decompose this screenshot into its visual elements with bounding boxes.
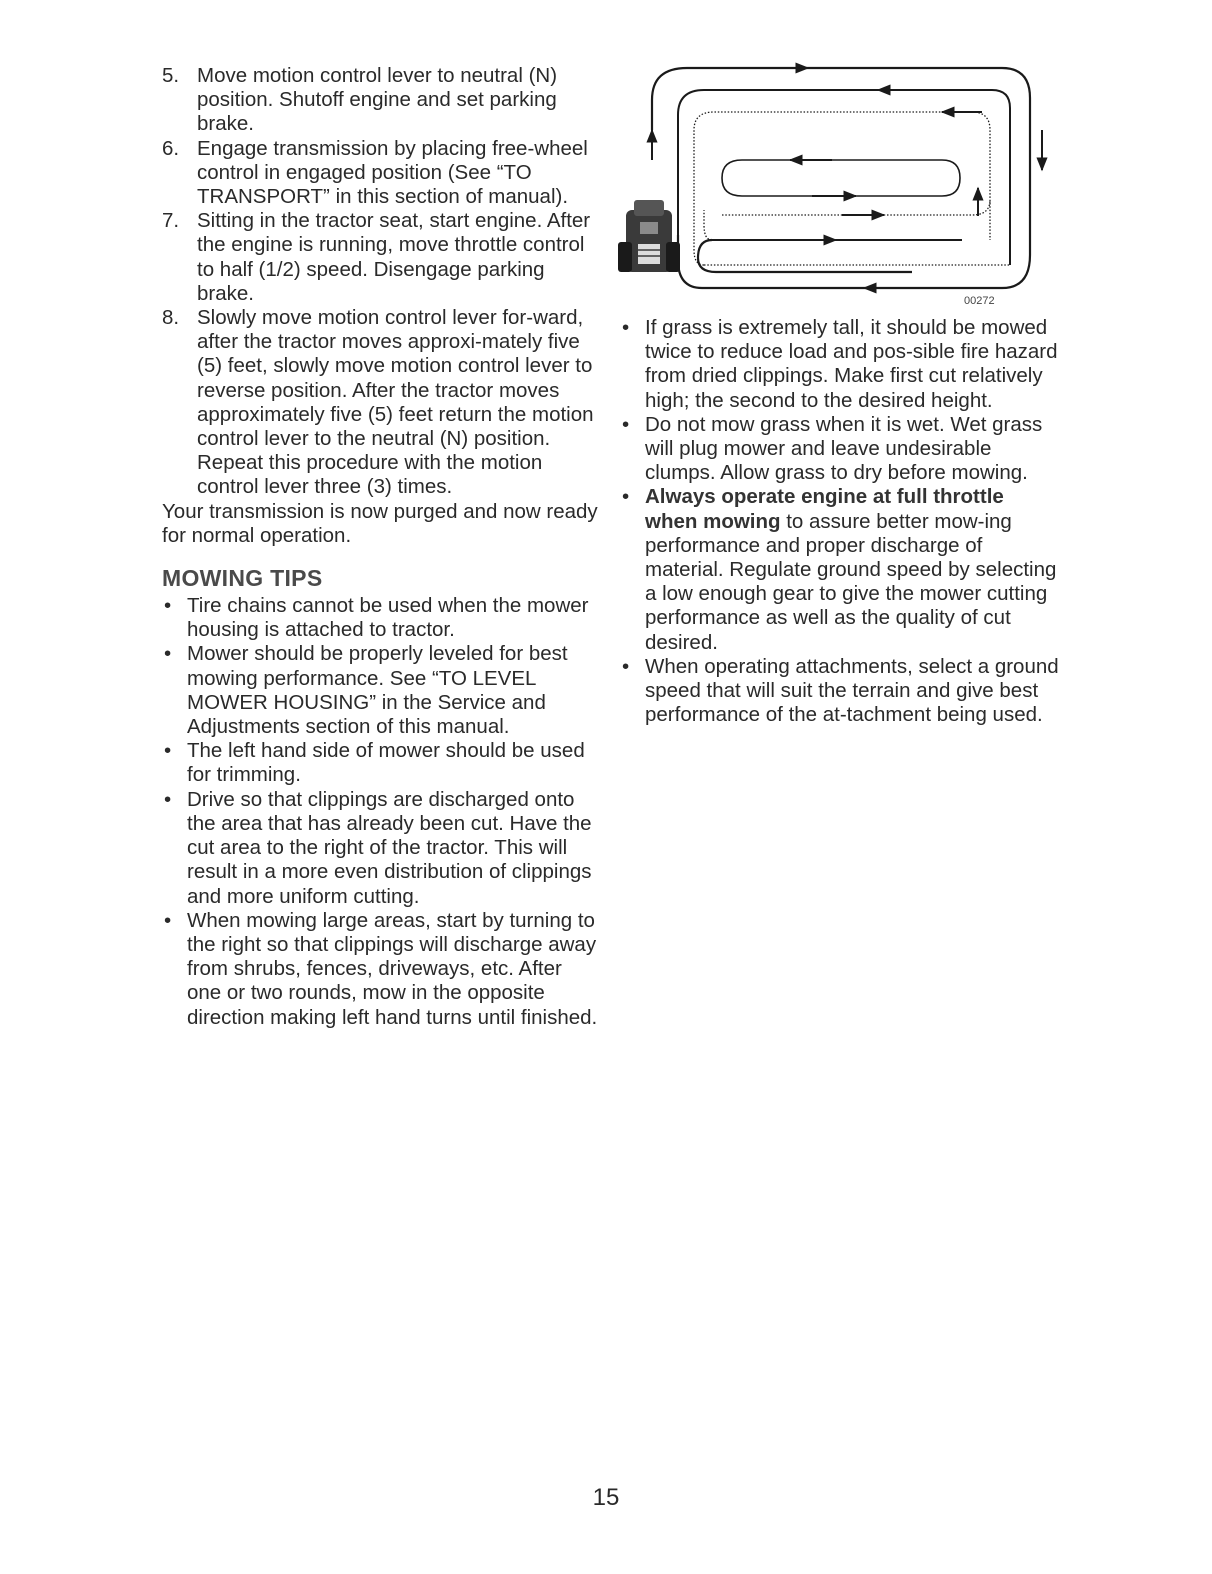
bullet-icon: •: [622, 485, 630, 509]
tip-item: [162, 642, 600, 739]
section-heading: MOWING TIPS: [162, 565, 323, 592]
figure-code: 00272: [964, 295, 995, 307]
tip-item: [620, 655, 1060, 728]
tip-text: Drive so that clippings are discharged onto the area that has already been cut. Have the cut area to the right of the tractor. This will result in a more even distribution of clippings and more uniform cutting.: [187, 787, 592, 908]
bullet-icon: •: [164, 787, 172, 811]
step-text: Slowly move motion control lever for-ward, after the tractor moves approxi-mately five (5) feet, slowly move motion control lever to reverse position. After the tractor moves approximately five (5) feet return the motion control lever to the neutral (N) position. Repeat this procedure with the motion control lever three (3) times.: [197, 306, 594, 499]
mowing-pattern-path: [652, 68, 1030, 288]
tip-bold-lead: Always operate engine at full throttle when mowing: [645, 485, 1004, 533]
step-number: 6.: [162, 136, 180, 160]
tip-text: Tire chains cannot be used when the mower housing is attached to tractor.: [187, 594, 589, 642]
direction-arrow-icon: [652, 68, 1042, 288]
bullet-icon: •: [164, 594, 172, 618]
tip-item: [620, 316, 1060, 413]
step-number: 7.: [162, 209, 180, 233]
bullet-icon: •: [164, 908, 172, 932]
right-column: [620, 316, 1060, 727]
tip-item: [162, 594, 600, 642]
tip-text: [645, 485, 1060, 654]
tip-text: The left hand side of mower should be used for trimming.: [187, 739, 585, 787]
tip-text: When operating attachments, select a ground speed that will suit the terrain and give best performance of the at-tachment being used.: [645, 654, 1059, 727]
step-number: 8.: [162, 306, 180, 330]
bullet-icon: •: [164, 739, 172, 763]
bullet-icon: •: [622, 654, 630, 678]
purge-steps-list: [162, 64, 600, 500]
purge-note: Your transmission is now purged and now ready for normal operation.: [162, 499, 598, 547]
lawn-tractor-icon: [618, 200, 680, 272]
page-number: 15: [592, 1484, 620, 1511]
step-item: [162, 137, 600, 210]
step-item: [162, 209, 600, 306]
bullet-icon: •: [622, 412, 630, 436]
tip-text: When mowing large areas, start by turning to the right so that clippings will discharge away from shrubs, fences, driveways, etc. After one or two rounds, mow in the opposite direction making left hand turns until finished.: [187, 908, 598, 1029]
step-item: [162, 306, 600, 500]
tip-text: Mower should be properly leveled for best mowing performance. See “TO LEVEL MOWER HOUSING” in the Service and Adjustments section of this manual.: [187, 642, 568, 739]
tip-text-rest: to assure better mow-ing performance and proper discharge of material. Regulate ground speed by selecting a low enough gear to give the mower cutting performance as well as the quality of cut desired.: [645, 509, 1057, 654]
step-item: [162, 64, 600, 137]
mowing-tips-list-left: [162, 594, 600, 1030]
tip-item: [620, 413, 1060, 486]
bullet-icon: •: [164, 642, 172, 666]
mowing-pattern-figure: [612, 60, 1052, 310]
step-text: Sitting in the tractor seat, start engine. After the engine is running, move throttle control to half (1/2) speed. Disengage parking brake.: [197, 209, 591, 305]
tip-item: [620, 485, 1060, 654]
mowing-tips-list-right: [620, 316, 1060, 727]
tip-text: If grass is extremely tall, it should be mowed twice to reduce load and pos-sible fire hazard from dried clippings. Make first cut relatively high; the second to the desired height.: [645, 316, 1058, 412]
tip-item: [162, 739, 600, 787]
step-number: 5.: [162, 64, 180, 87]
step-text: Move motion control lever to neutral (N) position. Shutoff engine and set parking brake.: [197, 64, 558, 136]
step-text: Engage transmission by placing free-wheel control in engaged position (See “TO TRANSPORT” in this section of manual).: [197, 136, 588, 209]
tip-text: Do not mow grass when it is wet. Wet grass will plug mower and leave undesirable clumps. Allow grass to dry before mowing.: [645, 412, 1043, 485]
left-column: [162, 64, 600, 1030]
bullet-icon: •: [622, 316, 630, 339]
tip-item: [162, 909, 600, 1030]
tip-item: [162, 788, 600, 909]
